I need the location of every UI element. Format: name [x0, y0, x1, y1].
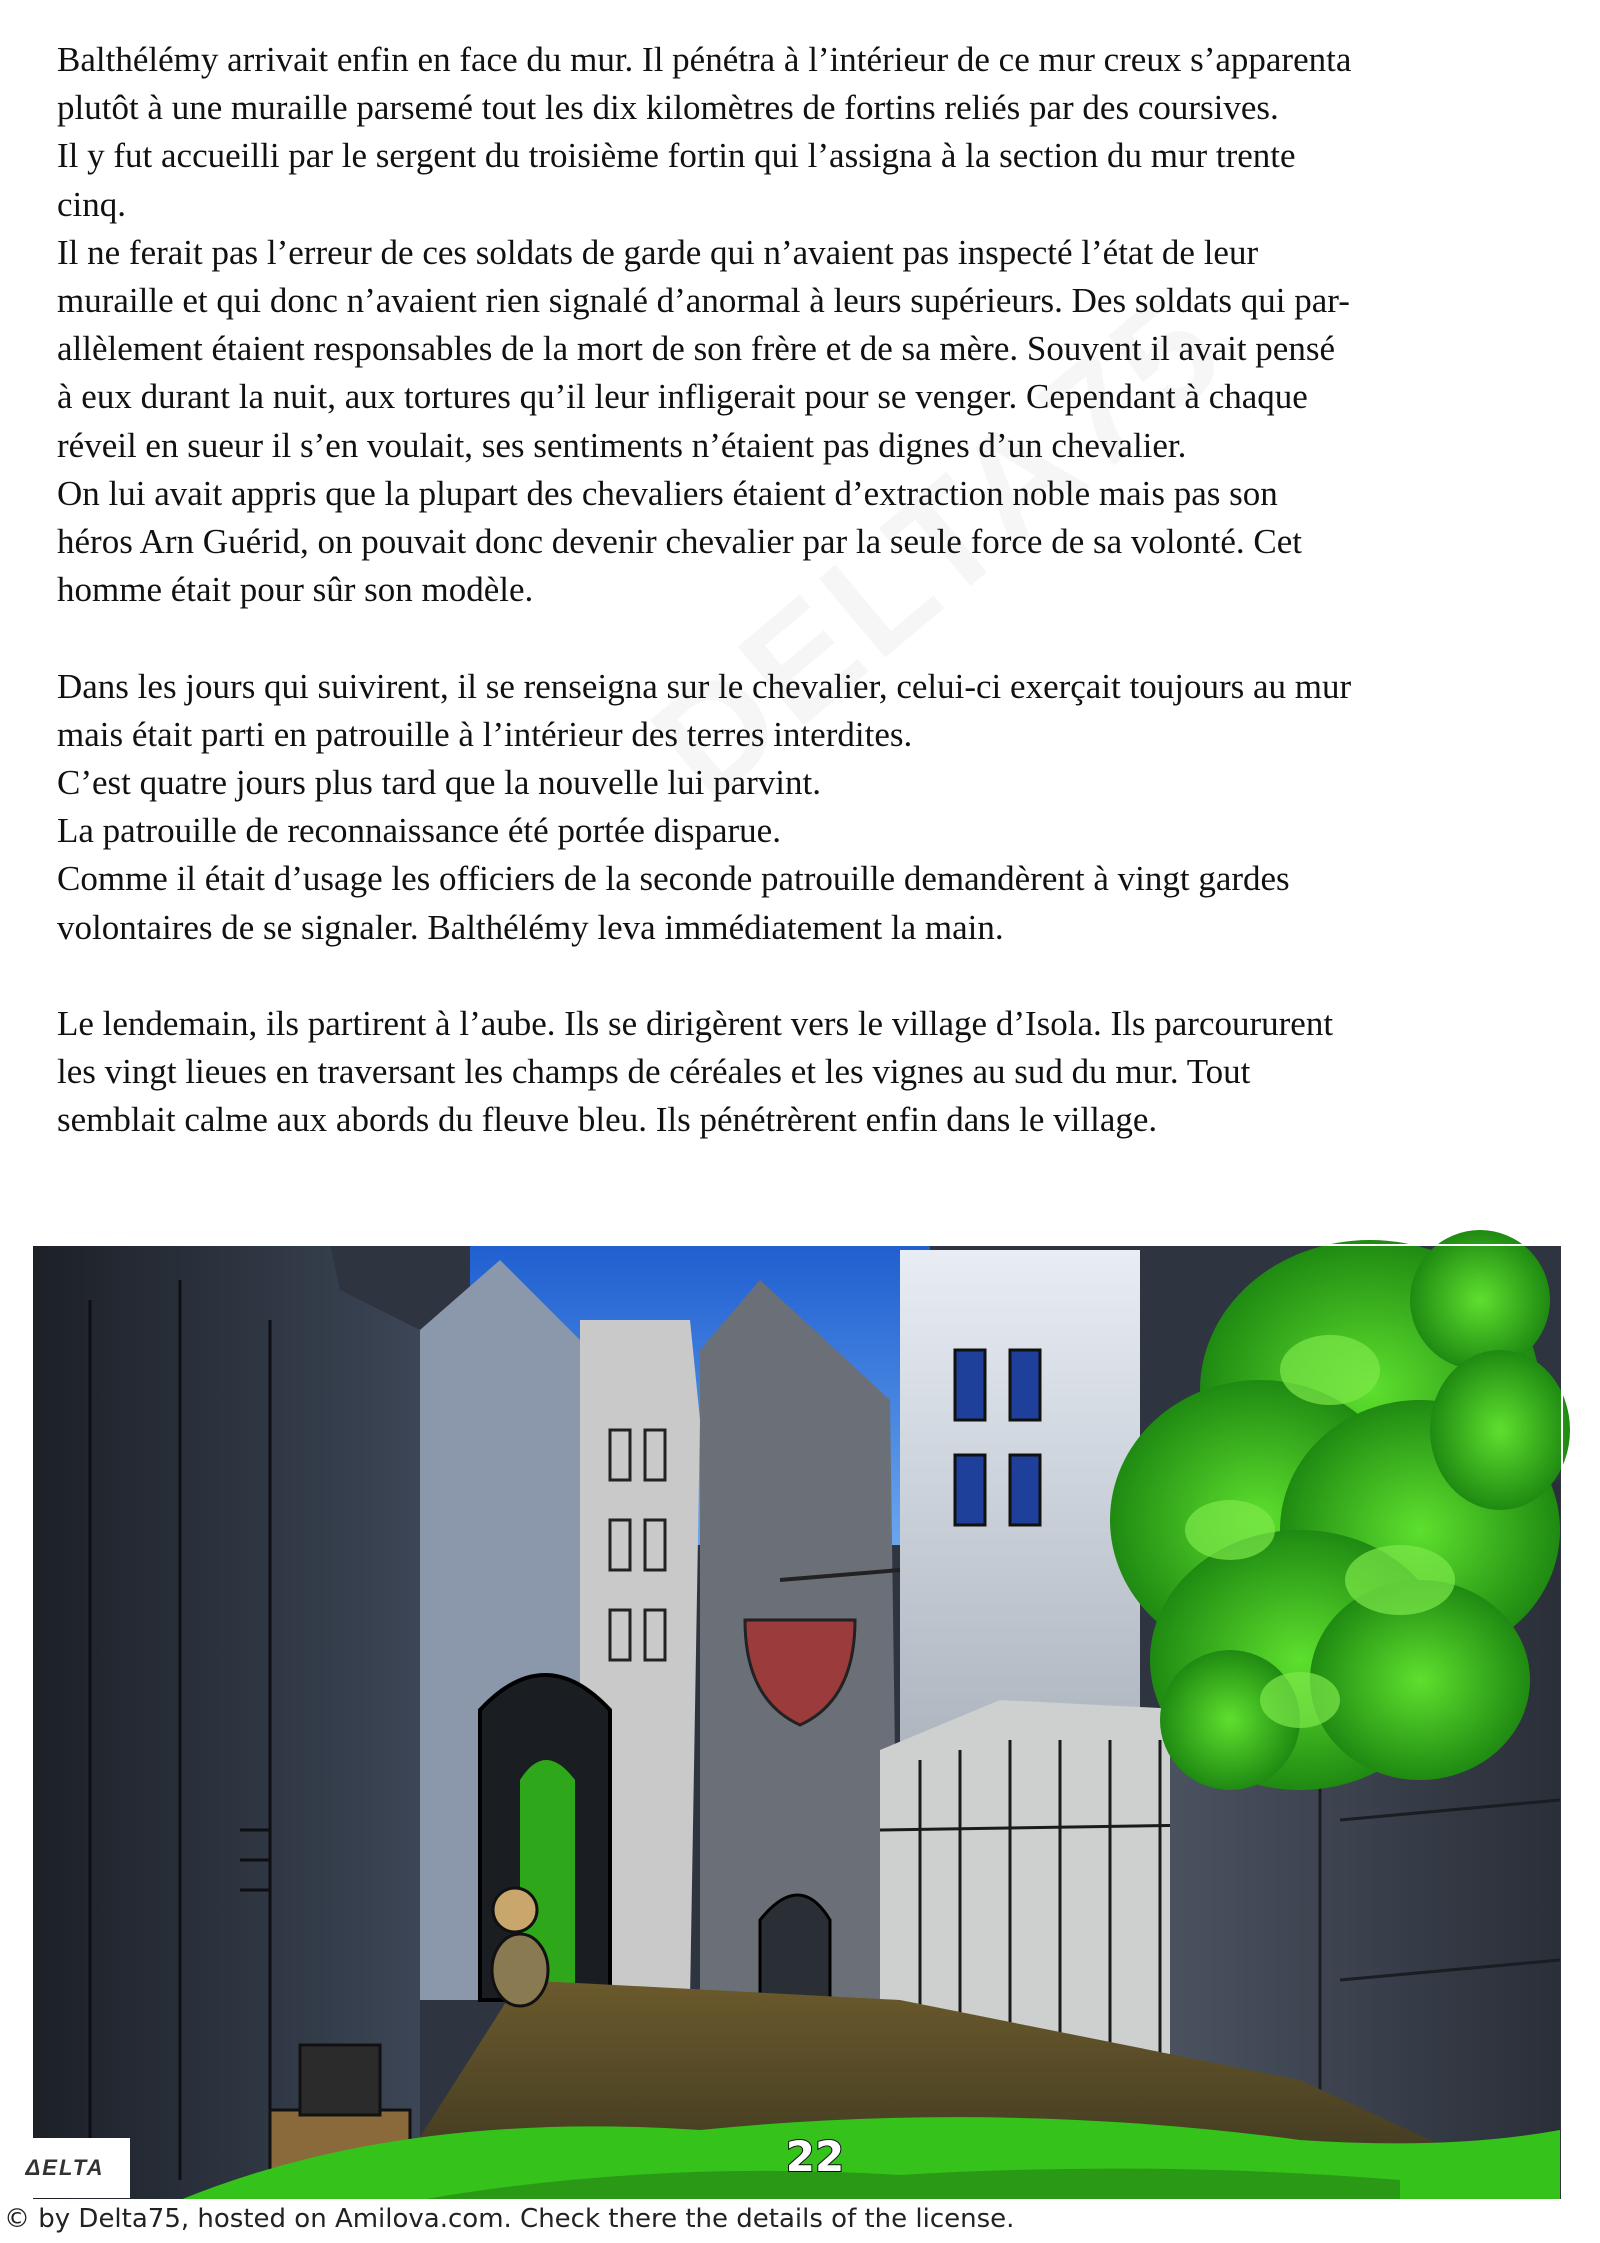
- paragraph-gap: [57, 614, 1557, 662]
- story-line: Le lendemain, ils partirent à l’aube. Ils se dirigèrent vers le village d’Isola. Ils parcoururent: [57, 1004, 1334, 1044]
- license-credit: © by Delta75, hosted on Amilova.com. Check there the details of the license.: [4, 2204, 1015, 2234]
- artist-signature: ΔELTA: [0, 2138, 130, 2198]
- story-line: volontaires de se signaler. Balthélémy leva immédiatement la main.: [57, 907, 1004, 947]
- story-line: Comme il était d’usage les officiers de la seconde patrouille demandèrent à vingt gardes: [57, 859, 1290, 899]
- story-line: mais était parti en patrouille à l’intérieur des terres interdites.: [57, 714, 913, 754]
- story-line: Dans les jours qui suivirent, il se renseigna sur le chevalier, celui-ci exerçait toujours au mur: [57, 666, 1352, 706]
- barrel: [492, 1934, 548, 2006]
- license-footer: [0, 2200, 1600, 2243]
- story-line: C’est quatre jours plus tard que la nouvelle lui parvint.: [57, 763, 821, 803]
- story-line: les vingt lieues en traversant les champs de céréales et les vignes au sud du mur. Tout: [57, 1052, 1251, 1092]
- story-line: On lui avait appris que la plupart des chevaliers étaient d’extraction noble mais pas son: [57, 473, 1278, 513]
- story-line: muraille et qui donc n’avaient rien signalé d’anormal à leurs supérieurs. Des soldats qui par-: [57, 281, 1350, 321]
- page-number: 22: [785, 2132, 845, 2181]
- village-street-illustration: [0, 1100, 1600, 2200]
- story-line: semblait calme aux abords du fleuve bleu. Ils pénétrèrent enfin dans le village.: [57, 1100, 1158, 1140]
- story-line: Il y fut accueilli par le sergent du troisième fortin qui l’assigna à la section du mur trente: [57, 136, 1296, 176]
- paragraph-gap: [57, 952, 1557, 1000]
- story-line: réveil en sueur il s’en voulait, ses sentiments n’étaient pas dignes d’un chevalier.: [57, 425, 1187, 465]
- story-line: Il ne ferait pas l’erreur de ces soldats de garde qui n’avaient pas inspecté l’état de leur: [57, 232, 1259, 272]
- story-line: plutôt à une muraille parsemé tout les dix kilomètres de fortins reliés par des coursives.: [57, 88, 1279, 128]
- story-line: homme était pour sûr son modèle.: [57, 570, 534, 610]
- story-line: Balthélémy arrivait enfin en face du mur. Il pénétra à l’intérieur de ce mur creux s’apparenta: [57, 40, 1352, 79]
- story-line: à eux durant la nuit, aux tortures qu’il leur infligerait pour se venger. Cependant à chaque: [57, 377, 1308, 417]
- story-line: allèlement étaient responsables de la mort de son frère et de sa mère. Souvent il avait pensé: [57, 329, 1335, 369]
- story-line: cinq.: [57, 184, 127, 224]
- story-line: héros Arn Guérid, on pouvait donc devenir chevalier par la seule force de sa volonté. Cet: [57, 522, 1302, 562]
- story-text: [57, 36, 1557, 1145]
- story-line: La patrouille de reconnaissance été portée disparue.: [57, 811, 781, 851]
